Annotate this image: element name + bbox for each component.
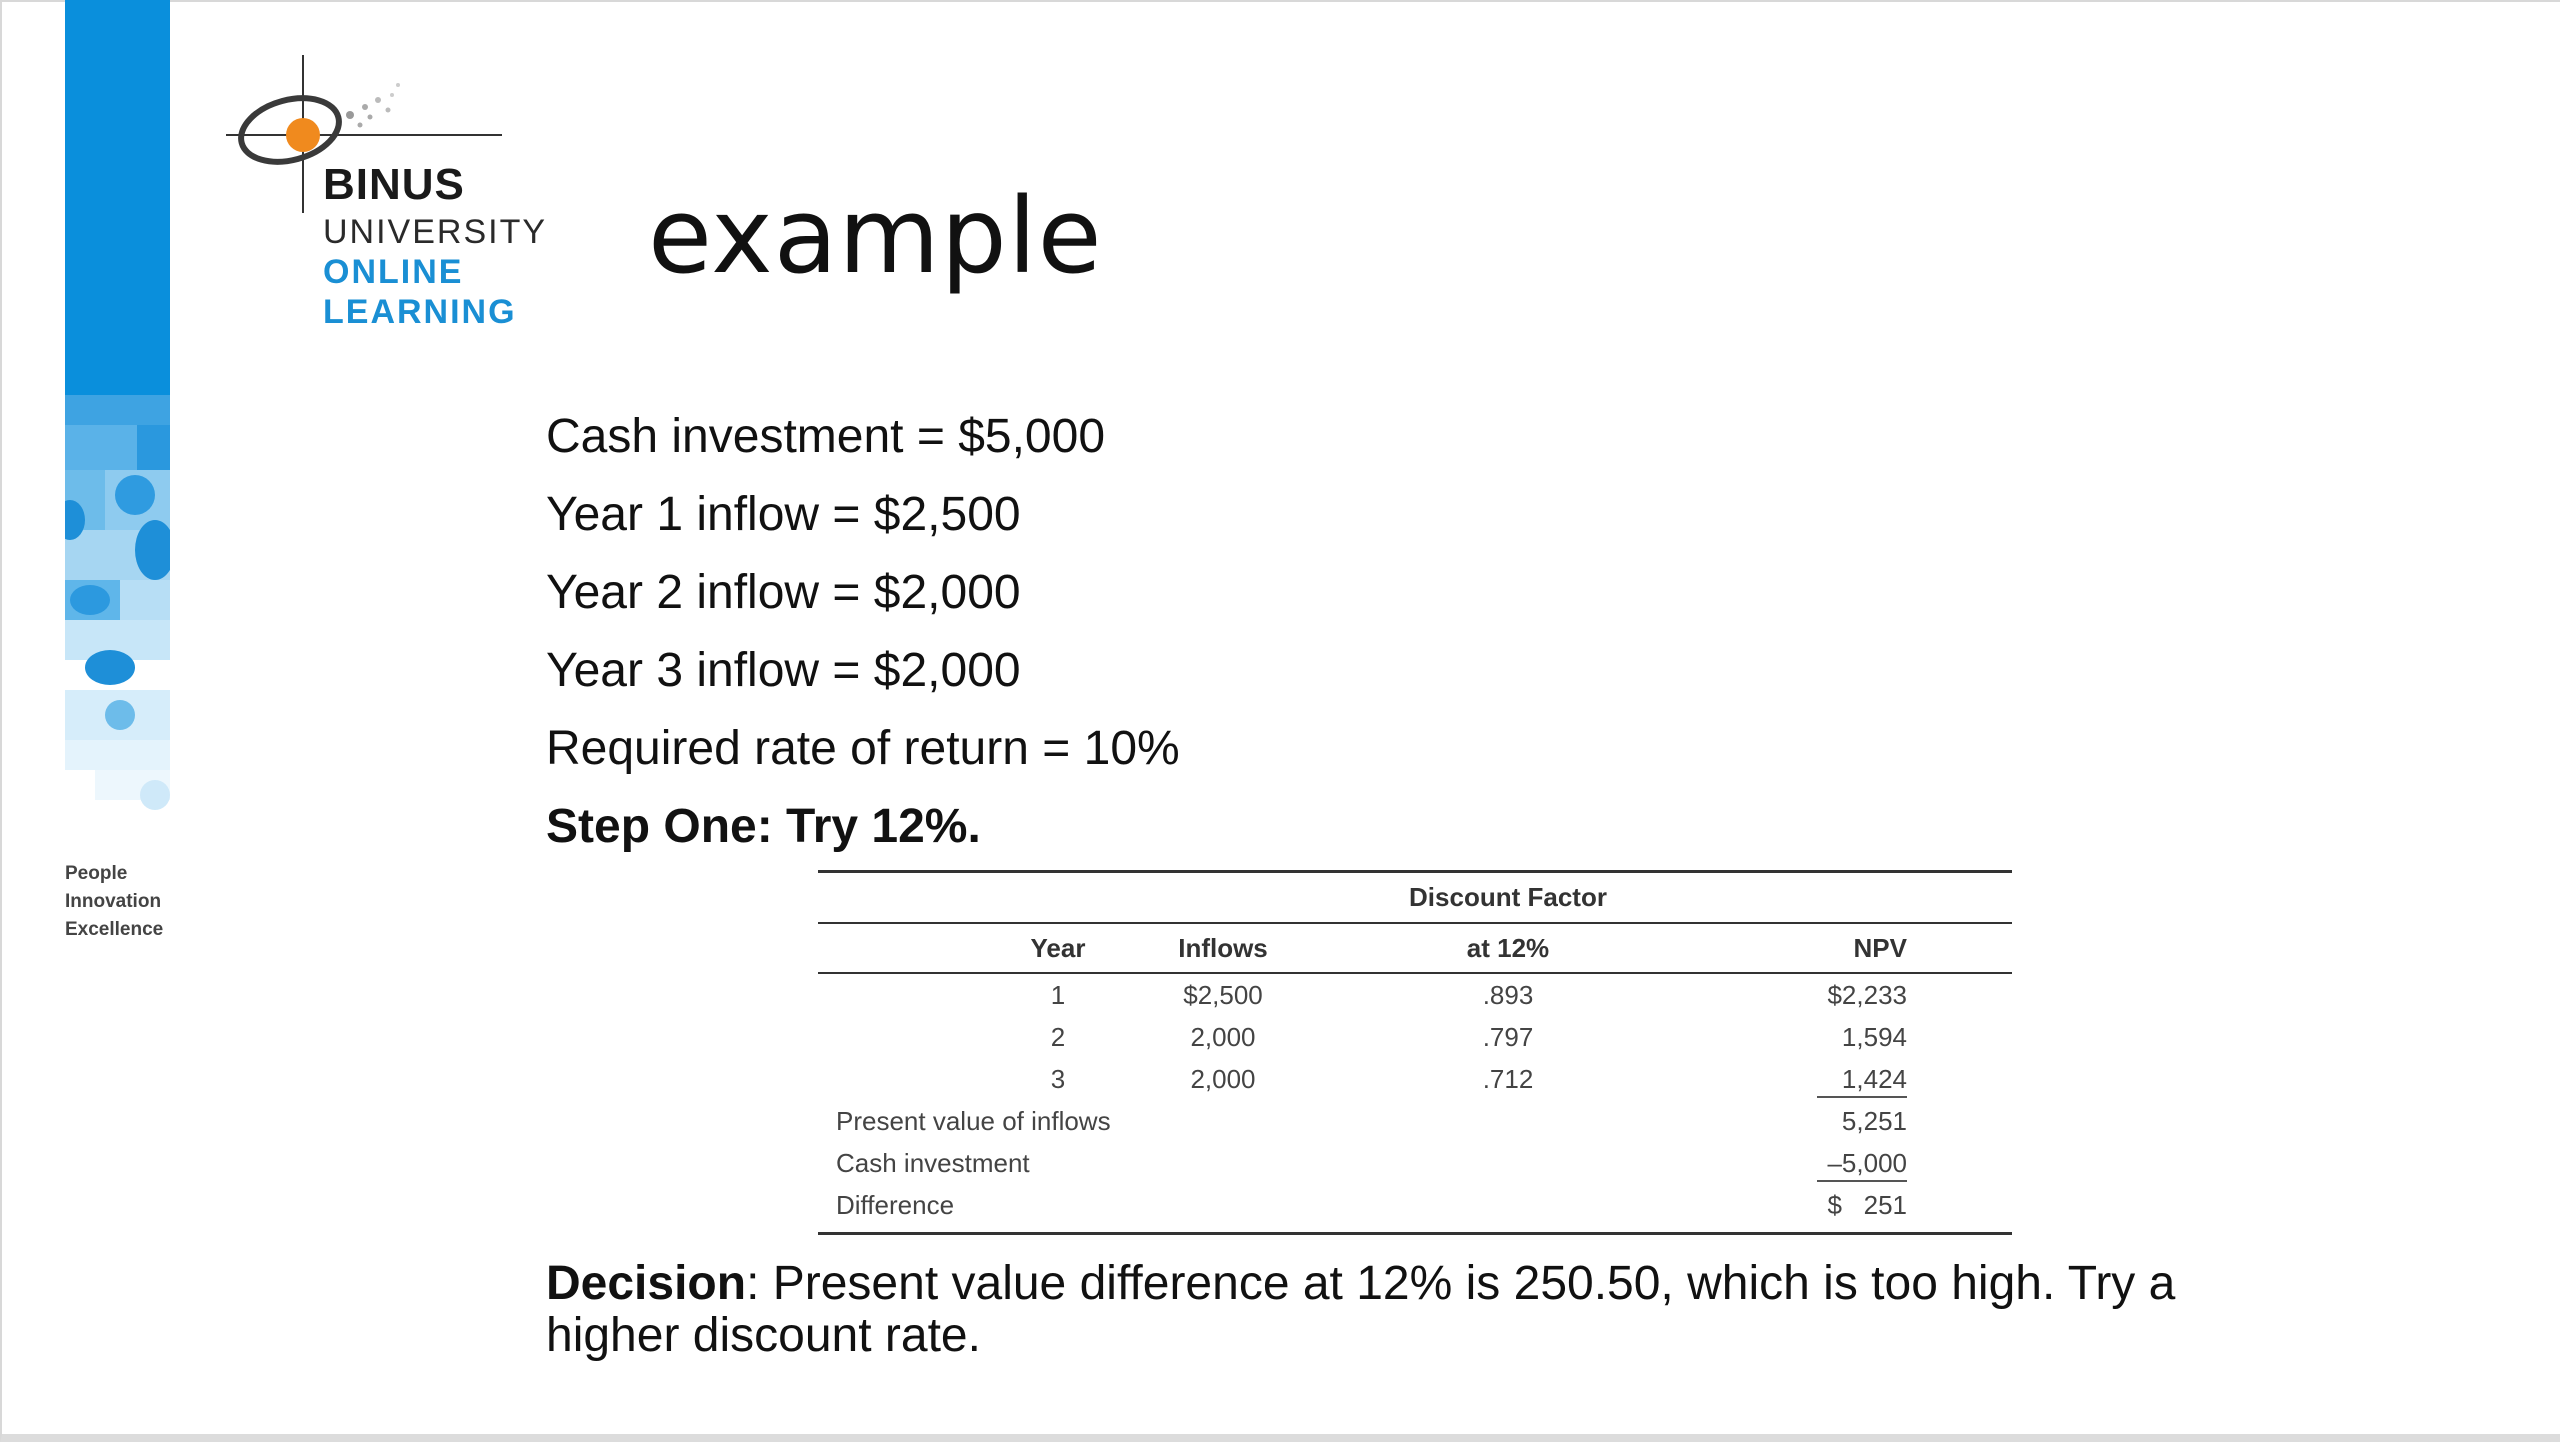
logo-text-binus: BINUS [323, 160, 465, 209]
table-cell-year: 1 [1050, 980, 1066, 1010]
logo-text-learning: LEARNING [323, 293, 517, 331]
given-line: Required rate of return = 10% [546, 722, 1180, 775]
column-header-year: Year [1030, 933, 1086, 963]
table-cell-inflow: $2,500 [1183, 980, 1263, 1010]
column-header-inflows: Inflows [1178, 933, 1268, 963]
table-cell-year: 3 [1050, 1064, 1066, 1094]
given-line: Year 3 inflow = $2,000 [546, 644, 1021, 697]
npv-table [818, 870, 2012, 1240]
tagline-line: People [65, 863, 128, 884]
slide-title: example [648, 175, 1103, 297]
given-values [546, 398, 1180, 866]
summary-value: –5,000 [1827, 1148, 1907, 1178]
given-line: Year 1 inflow = $2,500 [546, 488, 1021, 541]
tagline [65, 860, 163, 944]
decision-label: Decision [546, 1257, 747, 1310]
summary-label: Present value of inflows [836, 1106, 1111, 1136]
table-cell-npv: 1,424 [1841, 1064, 1907, 1094]
tagline-line: Innovation [65, 891, 162, 912]
tagline-line: Excellence [65, 919, 164, 940]
logo-text-university: UNIVERSITY [323, 213, 548, 251]
step-heading: Step One: Try 12%. [546, 800, 981, 853]
binus-logo [220, 55, 560, 345]
decision-text [546, 1258, 2246, 1362]
table-cell-factor: .893 [1482, 980, 1534, 1010]
summary-label: Difference [836, 1190, 955, 1220]
table-cell-npv: 1,594 [1841, 1022, 1907, 1052]
summary-value: 5,251 [1841, 1106, 1907, 1136]
column-header-rate: at 12% [1466, 933, 1550, 963]
given-line: Cash investment = $5,000 [546, 410, 1106, 463]
column-header-npv: NPV [1853, 933, 1907, 963]
summary-value: $ 251 [1827, 1190, 1907, 1220]
decision-body: : Present value difference at 12% is 250.50, which is too high. Try a higher discount rate. [546, 1257, 2176, 1362]
table-cell-year: 2 [1050, 1022, 1066, 1052]
logo-text-online: ONLINE [323, 253, 464, 291]
column-group-header: Discount Factor [1409, 882, 1607, 912]
subtotal-rule [1817, 1096, 1907, 1098]
table-cell-inflow: 2,000 [1190, 1064, 1256, 1094]
decorative-band [65, 0, 170, 820]
table-cell-inflow: 2,000 [1190, 1022, 1256, 1052]
given-line: Year 2 inflow = $2,000 [546, 566, 1021, 619]
table-cell-npv: $2,233 [1827, 980, 1907, 1010]
table-cell-factor: .712 [1482, 1064, 1534, 1094]
summary-label: Cash investment [836, 1148, 1030, 1178]
table-cell-factor: .797 [1482, 1022, 1534, 1052]
total-rule [1817, 1180, 1907, 1182]
